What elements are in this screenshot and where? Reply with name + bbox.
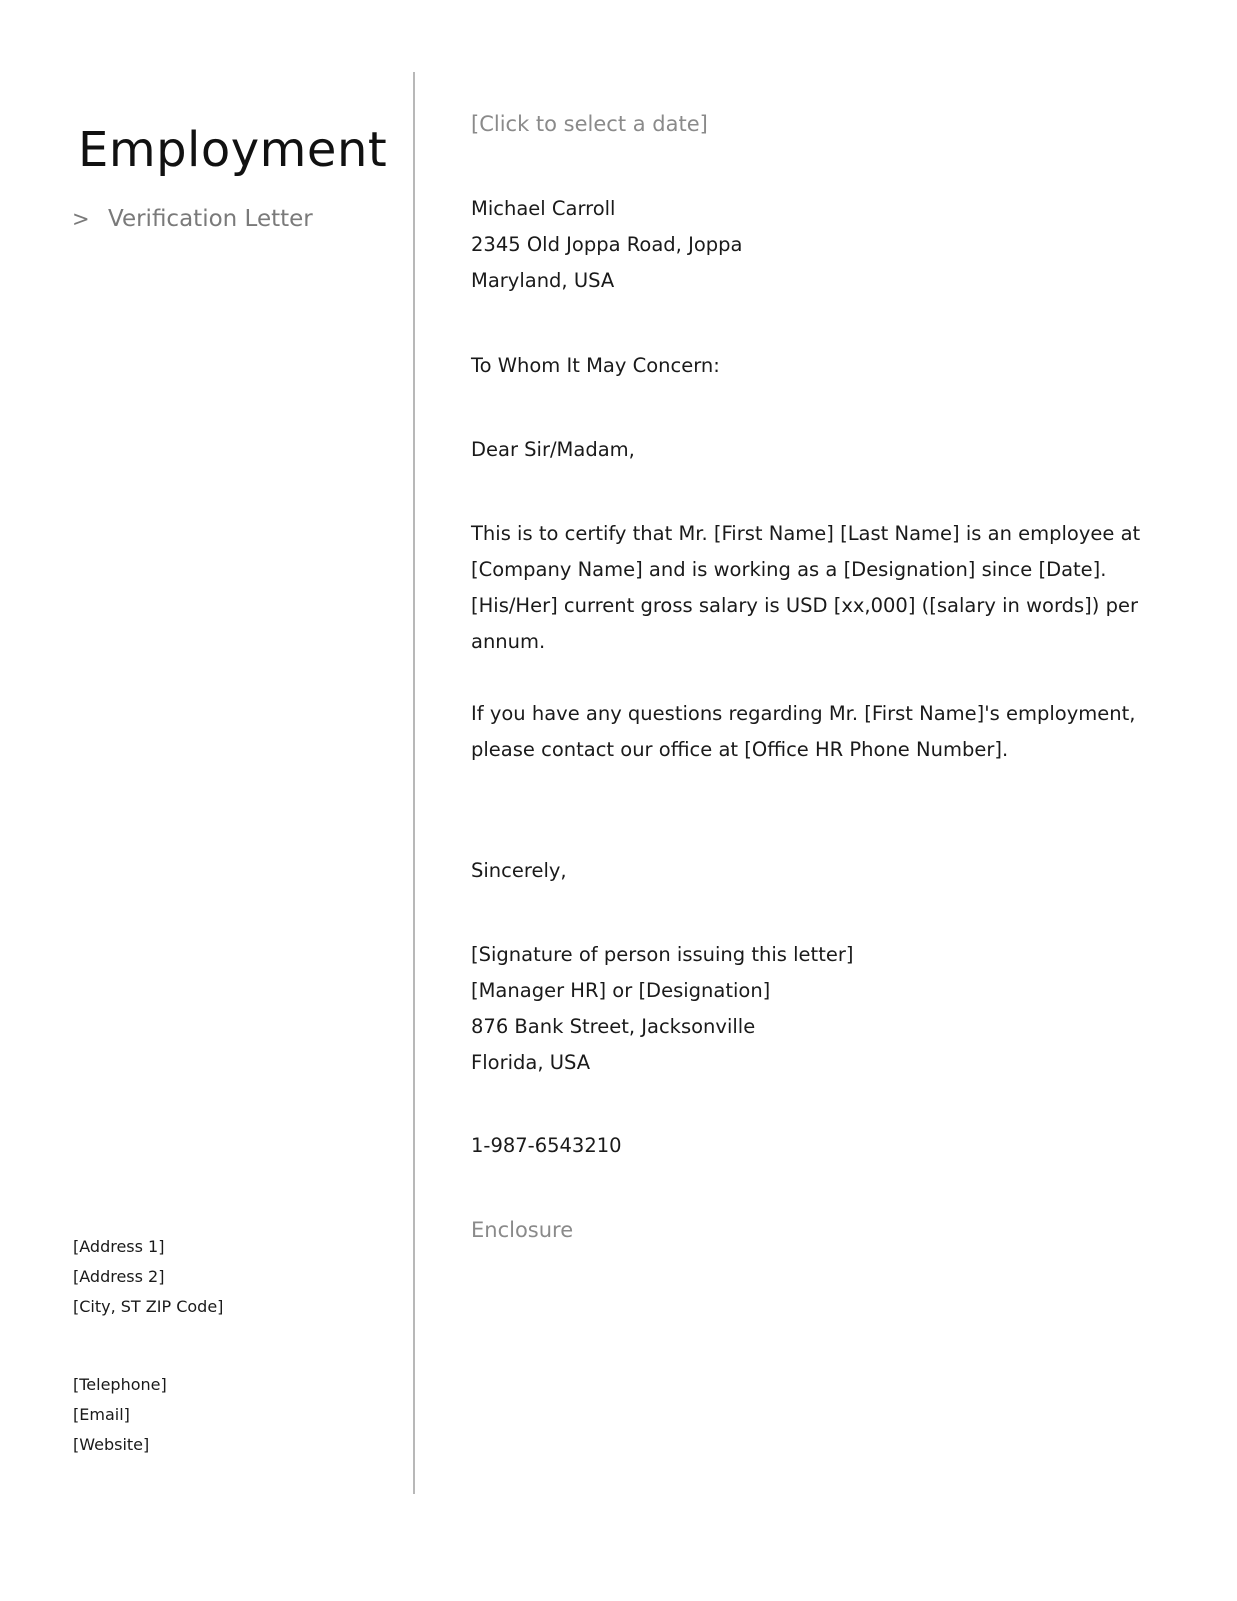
signer-phone: 1-987-6543210 <box>471 1134 622 1157</box>
column-divider <box>413 72 415 1494</box>
sender-contact <box>73 1370 167 1460</box>
sender-address <box>73 1232 223 1322</box>
subtitle-text: Verification Letter <box>108 206 313 232</box>
document-title: Employment <box>78 122 388 178</box>
address-line-1[interactable]: [Address 1] <box>73 1237 165 1256</box>
recipient-region: Maryland, USA <box>471 269 615 292</box>
sidebar <box>0 0 418 1601</box>
email-field[interactable]: [Email] <box>73 1405 130 1424</box>
signature-block <box>471 937 853 1081</box>
recipient-street: 2345 Old Joppa Road, Joppa <box>471 233 743 256</box>
address-city-line[interactable]: [City, ST ZIP Code] <box>73 1297 224 1316</box>
paragraph-line: If you have any questions regarding Mr. [First Name]'s employment, <box>471 702 1136 725</box>
to-whom-line: To Whom It May Concern: <box>471 354 720 377</box>
telephone-field[interactable]: [Telephone] <box>73 1375 167 1394</box>
date-picker[interactable]: [Click to select a date] <box>471 112 708 136</box>
chevron-right-icon: > <box>72 207 90 231</box>
closing: Sincerely, <box>471 859 567 882</box>
paragraph-line: please contact our office at [Office HR Phone Number]. <box>471 738 1009 761</box>
paragraph-line: annum. <box>471 630 546 653</box>
paragraph-line: [His/Her] current gross salary is USD [xx,000] ([salary in words]) per <box>471 594 1138 617</box>
paragraph-line: [Company Name] and is working as a [Designation] since [Date]. <box>471 558 1107 581</box>
contact-paragraph <box>471 696 1135 768</box>
paragraph-line: This is to certify that Mr. [First Name] [Last Name] is an employee at <box>471 522 1141 545</box>
enclosure-label[interactable]: Enclosure <box>471 1218 574 1242</box>
signer-designation: [Manager HR] or [Designation] <box>471 979 771 1002</box>
recipient-name: Michael Carroll <box>471 197 616 220</box>
website-field[interactable]: [Website] <box>73 1435 150 1454</box>
address-line-2[interactable]: [Address 2] <box>73 1267 165 1286</box>
certification-paragraph <box>471 516 1140 660</box>
signer-region: Florida, USA <box>471 1051 591 1074</box>
signature-line: [Signature of person issuing this letter] <box>471 943 854 966</box>
recipient-address <box>471 191 742 299</box>
signer-street: 876 Bank Street, Jacksonville <box>471 1015 756 1038</box>
document-subtitle <box>72 206 313 232</box>
salutation: Dear Sir/Madam, <box>471 438 635 461</box>
